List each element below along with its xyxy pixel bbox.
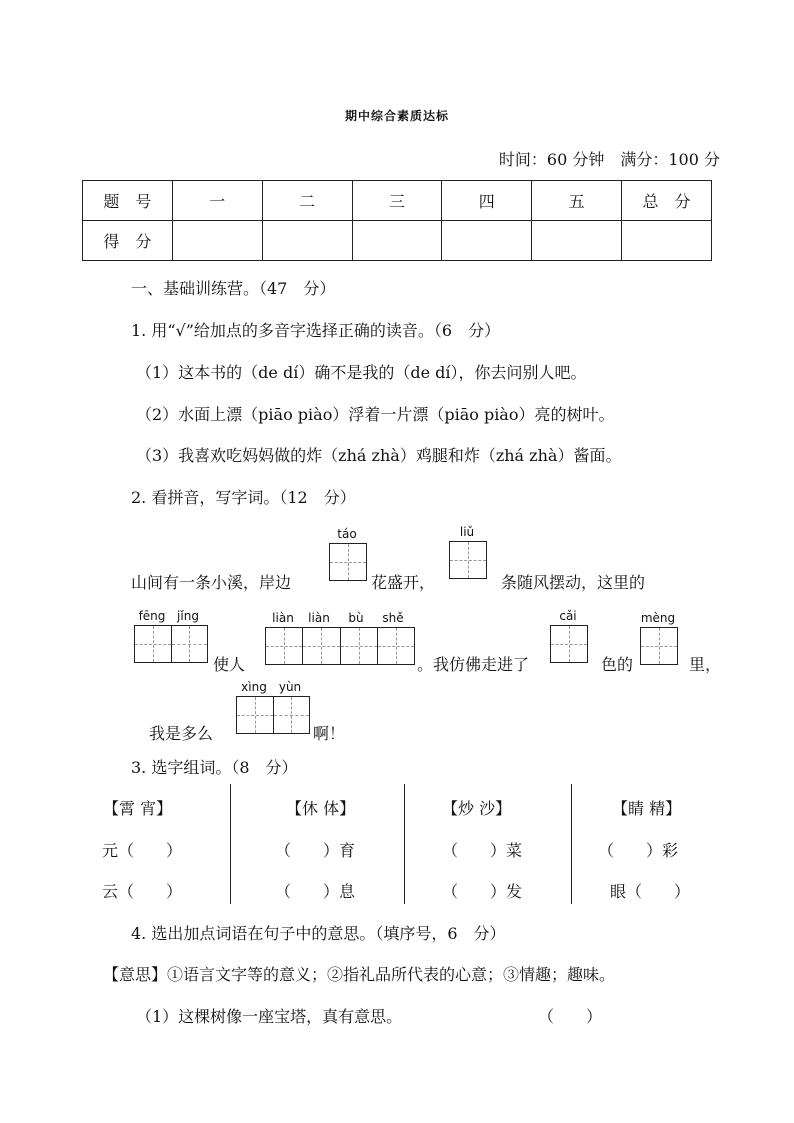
q3-item[interactable]: （ ）菜 (442, 841, 523, 860)
column-divider (404, 784, 405, 904)
score-cell[interactable] (532, 221, 622, 261)
column-divider (571, 784, 572, 904)
writing-box[interactable] (265, 627, 415, 665)
q2-text: 色的 (601, 655, 634, 674)
q2-text: 我是多么 (149, 724, 214, 743)
writing-box[interactable] (449, 541, 487, 579)
score-cell[interactable] (262, 221, 352, 261)
pinyin-label: liǔ (459, 525, 475, 539)
q3-item[interactable]: 眼（ ） (610, 882, 691, 901)
q2-text: 。我仿佛走进了 (417, 655, 530, 674)
q2-text: 花盛开， (371, 573, 436, 592)
writing-box[interactable] (329, 543, 367, 581)
score-header-5: 五 (532, 181, 622, 221)
score-header-label: 题 号 (83, 181, 173, 221)
writing-box[interactable] (550, 625, 588, 663)
q3-item[interactable]: 元（ ） (102, 841, 183, 860)
q3-item[interactable]: （ ）育 (275, 841, 356, 860)
pinyin-label: bù (348, 611, 364, 625)
pinyin-label: xìng (241, 680, 267, 694)
q3-item[interactable]: （ ）发 (442, 882, 523, 901)
page-title: 期中综合素质达标 (344, 109, 449, 123)
score-table-score-row (83, 221, 712, 261)
score-cell[interactable] (442, 221, 532, 261)
score-header-4: 四 (442, 181, 532, 221)
score-header-1: 一 (172, 181, 262, 221)
q2-text: 山间有一条小溪，岸边 (131, 573, 292, 592)
score-cell[interactable] (172, 221, 262, 261)
score-table-header-row (83, 181, 712, 221)
writing-box[interactable] (134, 625, 208, 663)
writing-box[interactable] (236, 696, 310, 734)
q3-item[interactable]: 云（ ） (102, 882, 183, 901)
pinyin-label: mèng (640, 611, 676, 625)
q3-item[interactable]: （ ）彩 (598, 841, 679, 860)
q2-text: 使人 (213, 655, 246, 674)
q1-item: （1）这本书的（de dí）确不是我的（de dí），你去问别人吧。 (136, 363, 587, 382)
score-table (82, 180, 712, 261)
exam-meta: 时间：60 分钟 满分：100 分 (498, 150, 720, 169)
q3-group-header: 【睛 精】 (612, 799, 682, 818)
section-heading: 一、基础训练营。（47 分） (131, 279, 336, 298)
score-header-3: 三 (352, 181, 442, 221)
score-header-total: 总 分 (622, 181, 712, 221)
q3-group-header: 【休 体】 (286, 799, 356, 818)
q2-text: 啊！ (313, 724, 346, 743)
q1-heading: 1. 用“√”给加点的多音字选择正确的读音。（6 分） (131, 321, 501, 340)
pinyin-label: liàn (272, 611, 294, 625)
q2-heading: 2. 看拼音，写字词。（12 分） (131, 488, 356, 507)
score-cell[interactable] (352, 221, 442, 261)
q3-heading: 3. 选字组词。（8 分） (131, 758, 298, 777)
column-divider (230, 784, 231, 904)
pinyin-label: cǎi (559, 609, 577, 623)
pinyin-label: yùn (278, 680, 302, 694)
pinyin-label: jǐng (177, 609, 199, 623)
q4-item: （1）这棵树像一座宝塔，真有意思。 (136, 1007, 403, 1026)
q4-meaning: 【意思】①语言文字等的意义；②指礼品所代表的心意；③情趣；趣味。 (103, 965, 616, 984)
q2-text: 里， (689, 655, 722, 674)
q3-group-header: 【炒 沙】 (442, 799, 512, 818)
score-cell[interactable] (622, 221, 712, 261)
q1-item: （3）我喜欢吃妈妈做的炸（zhá zhà）鸡腿和炸（zhá zhà）酱面。 (136, 446, 622, 465)
q3-group-header: 【霄 宵】 (103, 799, 173, 818)
q3-item[interactable]: （ ）息 (275, 882, 356, 901)
score-header-2: 二 (262, 181, 352, 221)
pinyin-label: liàn (308, 611, 330, 625)
pinyin-label: shě (382, 611, 404, 625)
answer-blank[interactable]: （ ） (538, 1007, 603, 1026)
q4-heading: 4. 选出加点词语在句子中的意思。（填序号，6 分） (131, 924, 506, 943)
score-row-label: 得 分 (83, 221, 173, 261)
writing-box[interactable] (640, 627, 678, 665)
pinyin-label: fēng (138, 609, 166, 623)
q2-text: 条随风摆动，这里的 (501, 573, 646, 592)
q1-item: （2）水面上漂（piāo piào）浮着一片漂（piāo piào）亮的树叶。 (136, 405, 615, 424)
pinyin-label: táo (337, 527, 357, 541)
